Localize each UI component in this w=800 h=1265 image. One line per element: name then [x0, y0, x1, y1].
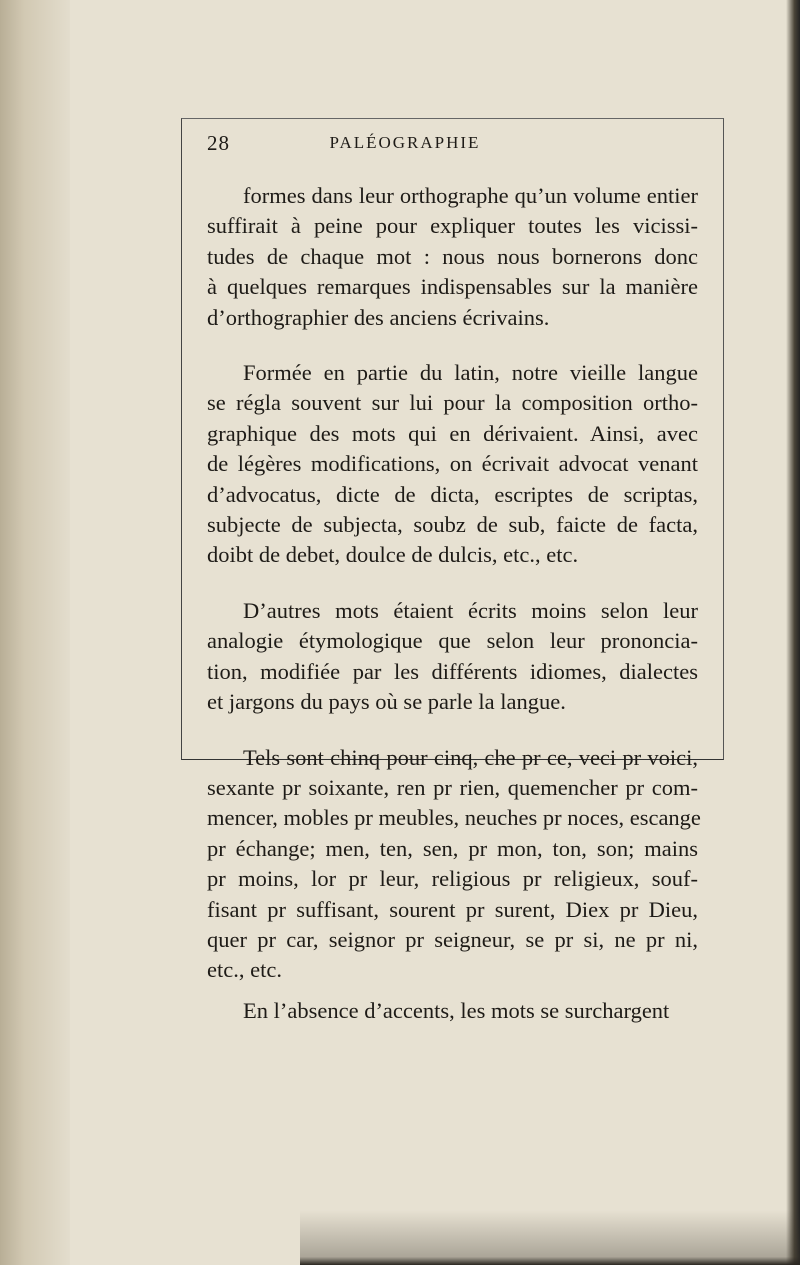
text-line: sexante pr soixante, ren pr rien, quemencher pr com- — [207, 774, 698, 800]
text-line: à quelques remarques indispensables sur la manière — [207, 274, 698, 300]
text-line: tudes de chaque mot : nous nous bornerons donc — [207, 243, 698, 269]
text-line: fisant pr suffisant, sourent pr surent, Diex pr Dieu, — [207, 896, 698, 922]
paragraph-1 — [207, 181, 698, 333]
text-line: D’autres mots étaient écrits moins selon leur — [243, 597, 698, 623]
text-line: tion, modifiée par les différents idiomes, dialectes — [207, 658, 698, 684]
text-line: graphique des mots qui en dérivaient. Ainsi, avec — [207, 420, 698, 446]
paragraph-2 — [207, 358, 698, 571]
paragraph-5 — [207, 996, 698, 1026]
text-line: et jargons du pays où se parle la langue. — [207, 689, 566, 715]
page-bottom-shadow — [300, 1210, 800, 1265]
text-line: mencer, mobles pr meubles, neuches pr noces, escange — [207, 805, 701, 831]
text-line: subjecte de subjecta, soubz de sub, faicte de facta, — [207, 512, 698, 538]
text-line: pr échange; men, ten, sen, pr mon, ton, son; mains — [207, 835, 698, 861]
paragraph-4 — [207, 743, 701, 986]
text-line: se régla souvent sur lui pour la composition ortho- — [207, 390, 698, 416]
running-head: PALÉOGRAPHIE — [329, 133, 481, 152]
page-left-margin-shadow — [0, 0, 70, 1265]
text-line: d’orthographier des anciens écrivains. — [207, 304, 550, 330]
text-line: suffirait à peine pour expliquer toutes les vicissi- — [207, 213, 698, 239]
text-line: etc., etc. — [207, 957, 282, 983]
text-line: pr moins, lor pr leur, religious pr religieux, souf- — [207, 866, 698, 892]
text-line: analogie étymologique que selon leur prononcia- — [207, 628, 698, 654]
text-line: Tels sont chinq pour cinq, che pr ce, veci pr voici, — [243, 744, 698, 770]
text-line: doibt de debet, doulce de dulcis, etc., etc. — [207, 542, 579, 568]
text-line: d’advocatus, dicte de dicta, escriptes de scriptas, — [207, 481, 698, 507]
text-line: En l’absence d’accents, les mots se surchargent — [243, 997, 670, 1023]
page-binding-edge — [786, 0, 800, 1265]
text-line: Formée en partie du latin, notre vieille langue — [243, 360, 698, 386]
text-line: formes dans leur orthographe qu’un volume entier — [243, 183, 698, 208]
page-number: 28 — [207, 131, 230, 155]
text-line: de légères modifications, on écrivait advocat venant — [207, 451, 698, 477]
paragraph-3 — [207, 596, 698, 718]
body-text — [207, 181, 701, 1026]
text-line: quer pr car, seignor pr seigneur, se pr si, ne pr ni, — [207, 926, 698, 952]
